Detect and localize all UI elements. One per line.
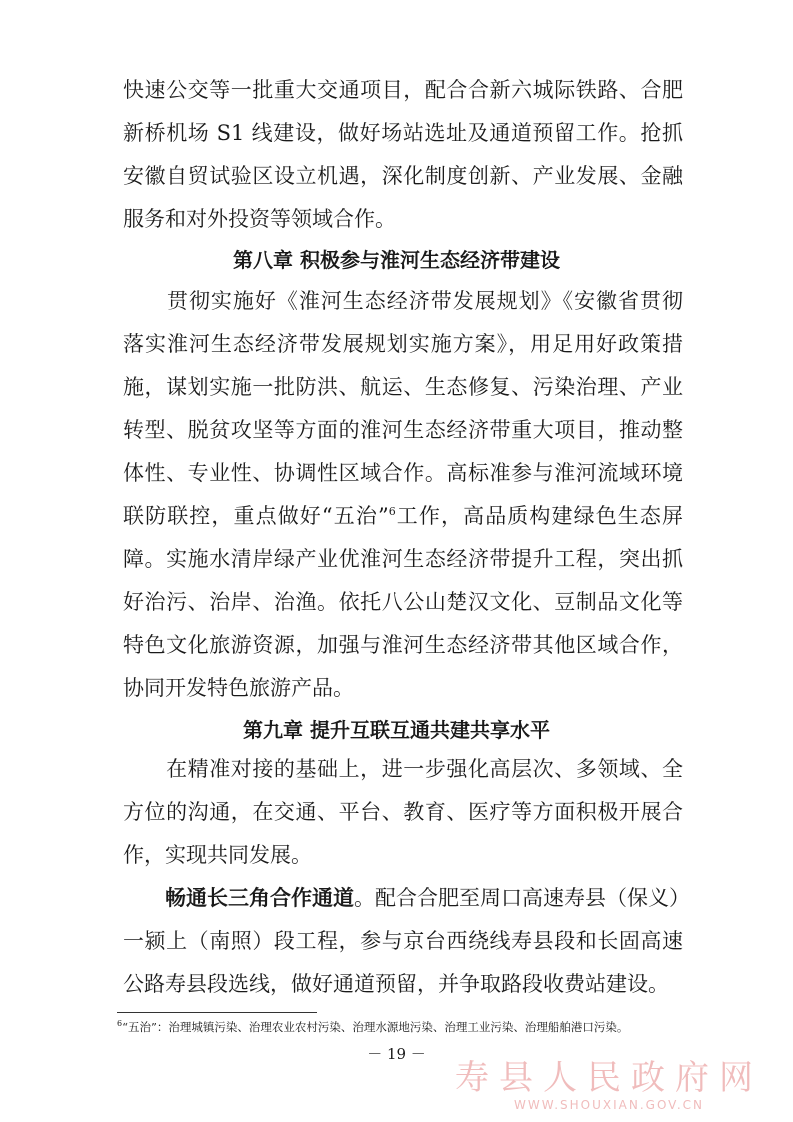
body-line-with-footnote xyxy=(123,502,683,530)
body-line: 安徽自贸试验区设立机遇，深化制度创新、产业发展、金融 xyxy=(123,164,683,188)
body-line: 体性、专业性、协调性区域合作。高标准参与淮河流域环境 xyxy=(123,461,683,485)
chapter-heading: 第九章 提升互联互通共建共享水平 xyxy=(243,718,550,742)
chapter-heading: 第八章 积极参与淮河生态经济带建设 xyxy=(233,248,560,272)
body-line: 在精准对接的基础上，进一步强化高层次、多领域、全 xyxy=(123,757,683,781)
line-prefix: 联防联控，重点做好“五治” xyxy=(123,504,389,528)
footnote xyxy=(117,1019,628,1035)
footnote-reference: 6 xyxy=(388,505,396,518)
footnote-marker: 6 xyxy=(117,1019,123,1029)
line-suffix: 。配合合肥至周口高速寿县（保义） xyxy=(354,886,690,910)
body-line: 快速公交等一批重大交通项目，配合合新六城际铁路、合肥 xyxy=(123,78,683,102)
page-number: － 19 － xyxy=(367,1045,426,1063)
watermark-title: 寿县人民政府网 xyxy=(455,1058,763,1098)
body-line: 方位的沟通，在交通、平台、教育、医疗等方面积极开展合 xyxy=(123,800,683,824)
body-line: 一颍上（南照）段工程，参与京台西绕线寿县段和长固高速 xyxy=(123,929,683,953)
footnote-divider xyxy=(117,1012,317,1013)
body-line: 障。实施水清岸绿产业优淮河生态经济带提升工程，突出抓 xyxy=(123,547,683,571)
body-line: 新桥机场 S1 线建设，做好场站选址及通道预留工作。抢抓 xyxy=(123,121,683,145)
body-line: 好治污、治岸、治渔。依托八公山楚汉文化、豆制品文化等 xyxy=(123,590,683,614)
body-line: 作，实现共同发展。 xyxy=(123,843,312,867)
watermark xyxy=(455,1058,763,1112)
line-suffix: 工作，高品质构建绿色生态屏 xyxy=(395,504,683,528)
body-line: 施，谋划实施一批防洪、航运、生态修复、污染治理、产业 xyxy=(123,375,683,399)
bold-lead: 畅通长三角合作通道 xyxy=(123,886,354,910)
body-line: 服务和对外投资等领域合作。 xyxy=(123,207,396,231)
body-line-with-bold xyxy=(123,884,690,912)
body-line: 公路寿县段选线，做好通道预留，并争取路段收费站建设。 xyxy=(123,972,669,996)
body-line: 特色文化旅游资源，加强与淮河生态经济带其他区域合作， xyxy=(123,633,683,657)
body-line: 协同开发特色旅游产品。 xyxy=(123,676,354,700)
body-line: 转型、脱贫攻坚等方面的淮河生态经济带重大项目，推动整 xyxy=(123,418,683,442)
watermark-url: WWW.SHOUXIAN.GOV.CN xyxy=(513,1098,705,1112)
body-line: 落实淮河生态经济带发展规划实施方案》，用足用好政策措 xyxy=(123,332,683,356)
body-line: 贯彻实施好《淮河生态经济带发展规划》《安徽省贯彻 xyxy=(123,289,683,313)
footnote-text: “五治”：治理城镇污染、治理农业农村污染、治理水源地污染、治理工业污染、治理船舶港口污染。 xyxy=(122,1020,629,1034)
